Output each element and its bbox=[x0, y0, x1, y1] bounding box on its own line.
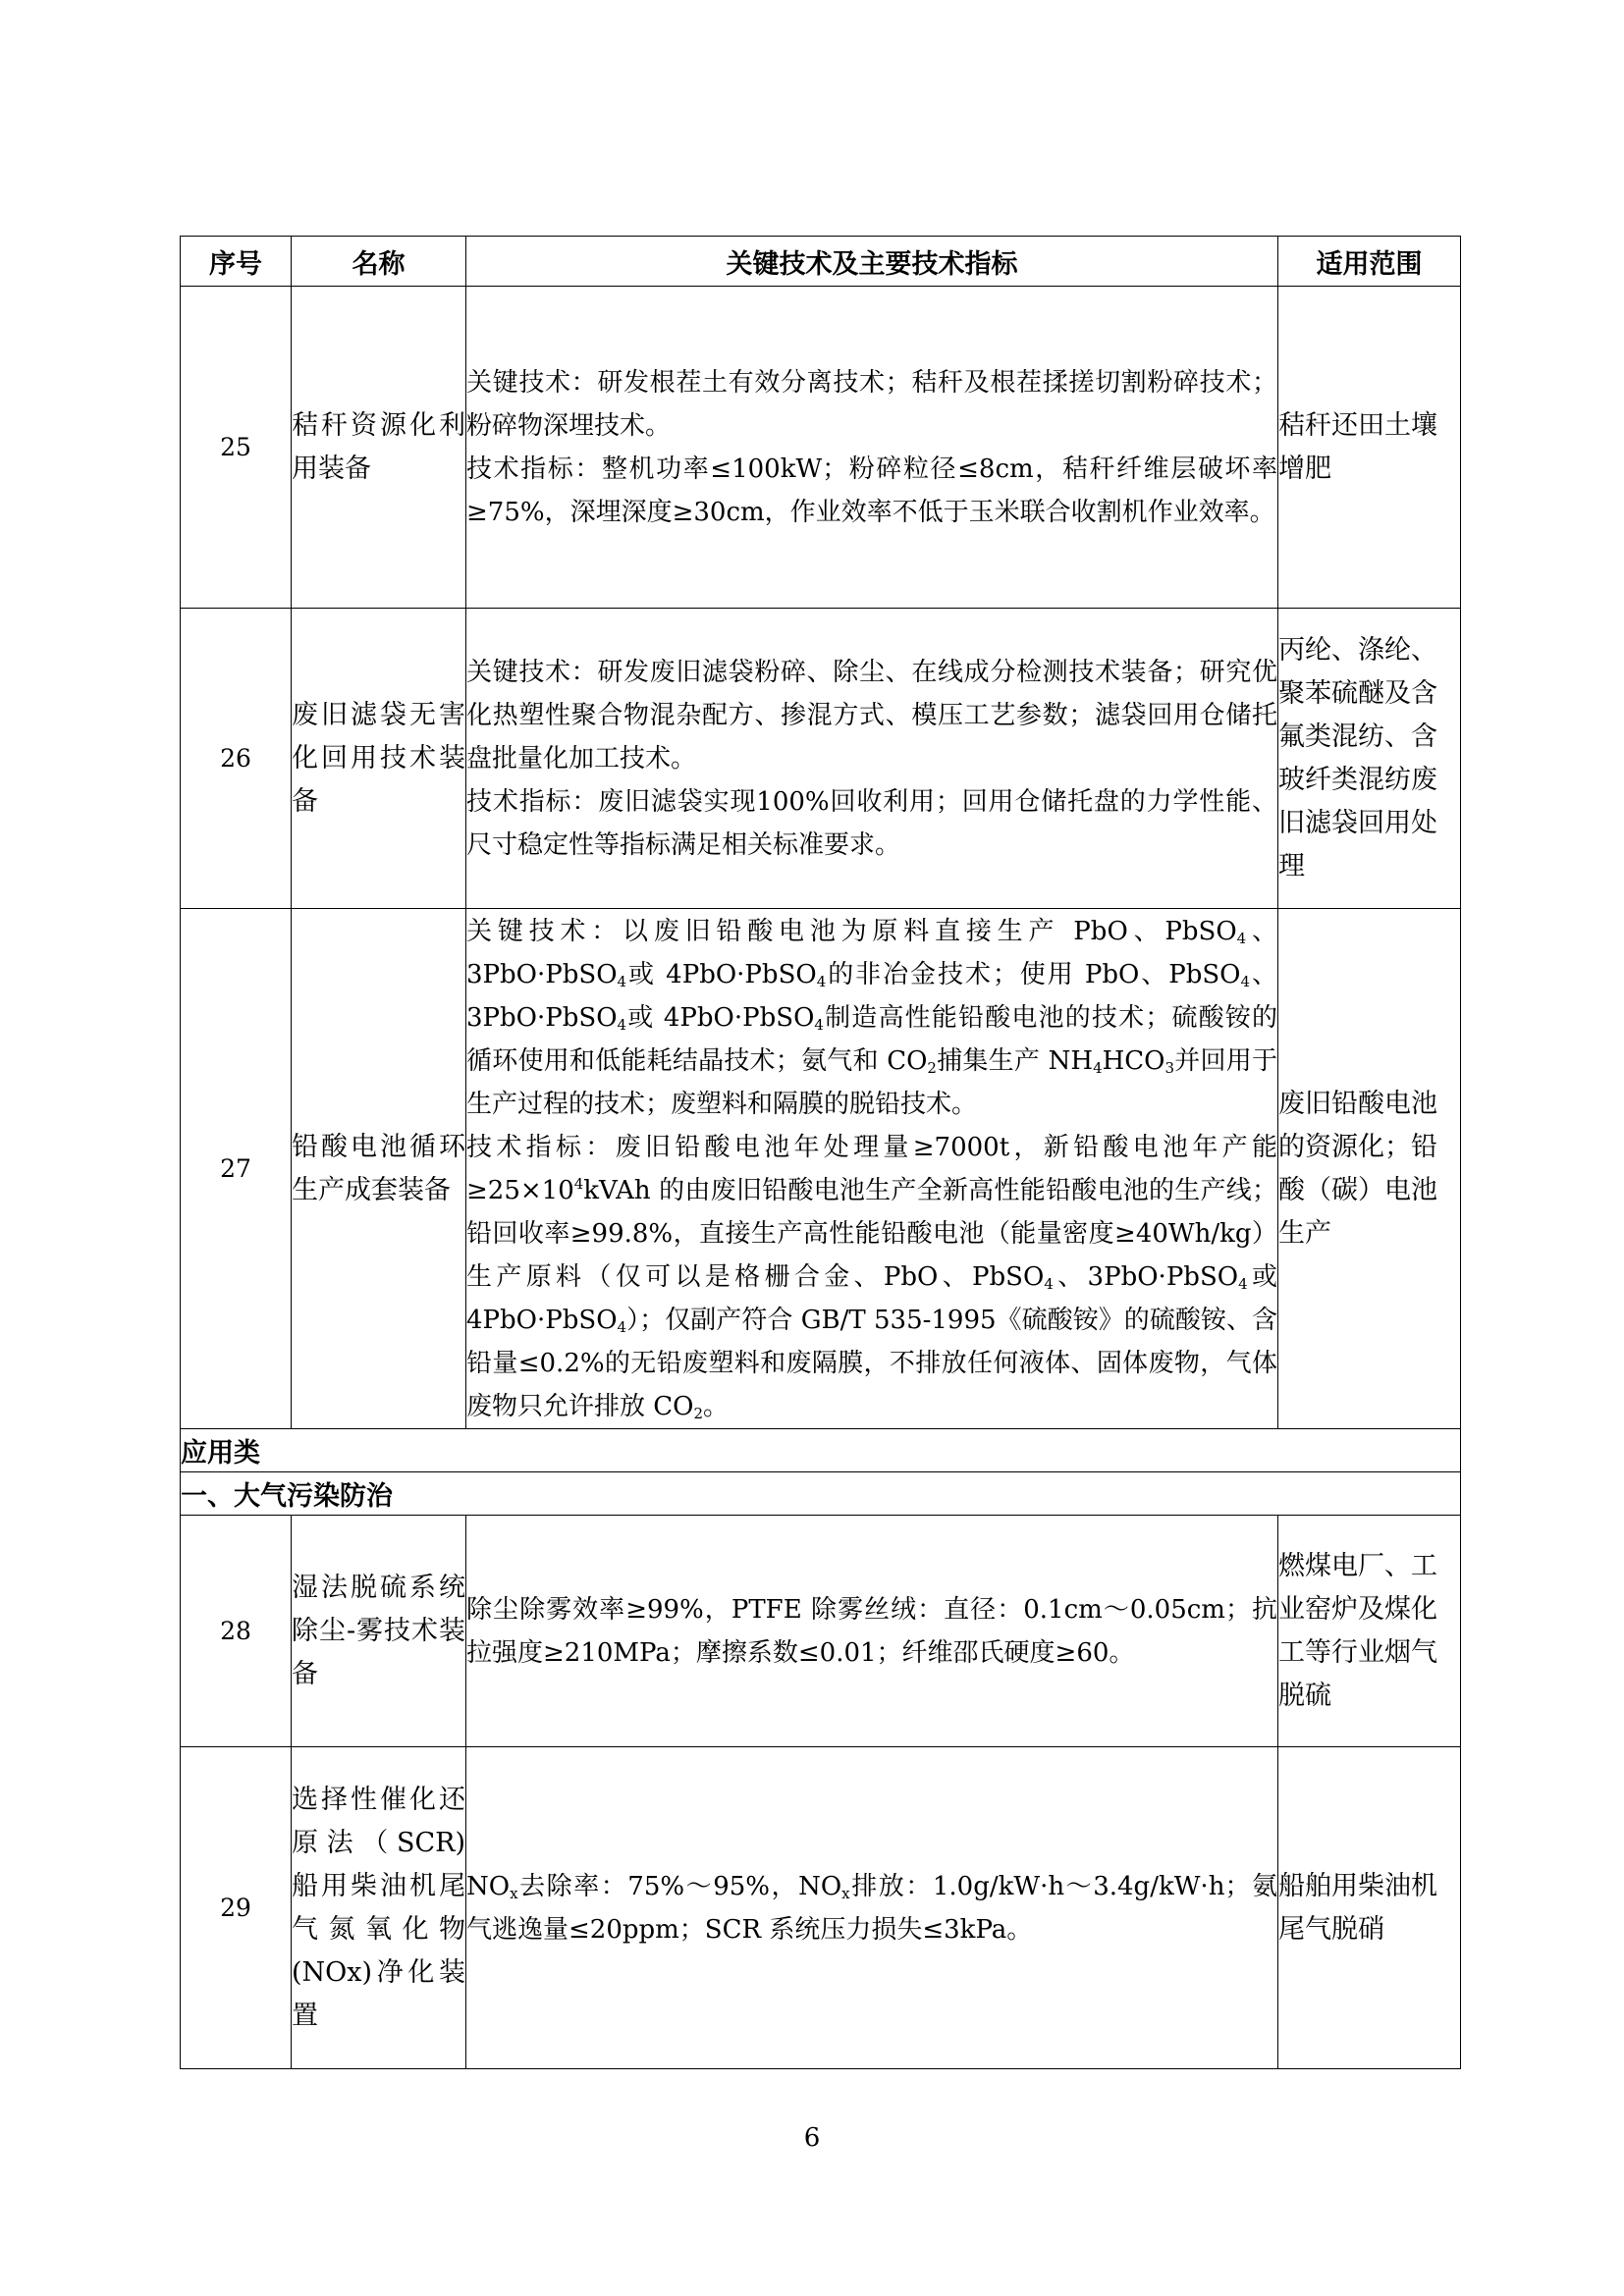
key-tech-text: 关键技术：研发根茬土有效分离技术；秸秆及根茬揉搓切割粉碎技术；粉碎物深埋技术。 bbox=[466, 367, 1277, 441]
row-number: 28 bbox=[181, 1516, 292, 1747]
table-row bbox=[181, 1747, 1461, 2069]
table-row bbox=[181, 287, 1461, 609]
subcategory-row bbox=[181, 1472, 1461, 1516]
category-label: 应用类 bbox=[181, 1429, 1461, 1472]
table-row bbox=[181, 909, 1461, 1429]
table-header-row bbox=[181, 237, 1461, 287]
row-number: 29 bbox=[181, 1747, 292, 2069]
header-scope: 适用范围 bbox=[1278, 237, 1461, 287]
row-tech: $NO_x$去除率：75%～95%，$NO_x$排放：1.0g/kW·h～3.4g/kW·h；氨气逃逸量≤20ppm；SCR 系统压力损失≤3kPa。 bbox=[466, 1747, 1278, 2069]
page-number: 6 bbox=[803, 2123, 821, 2153]
row-scope: 丙纶、涤纶、聚苯硫醚及含氟类混纺、含玻纤类混纺废旧滤袋回用处理 bbox=[1278, 609, 1461, 909]
indicator-text: 技术指标：废旧滤袋实现100%回收利用；回用仓储托盘的力学性能、尺寸稳定性等指标满足相关标准要求。 bbox=[466, 786, 1277, 860]
header-name: 名称 bbox=[292, 237, 466, 287]
row-name: 选择性催化还原法（SCR)船用柴油机尾气氮氧化物(NOx)净化装置 bbox=[292, 1747, 466, 2069]
row-tech: 除尘除雾效率≥99%，PTFE 除雾丝绒：直径：0.1cm～0.05cm；抗拉强度≥210MPa；摩擦系数≤0.01；纤维邵氏硬度≥60。 bbox=[466, 1516, 1278, 1747]
table-row bbox=[181, 609, 1461, 909]
row-name: 铅酸电池循环生产成套装备 bbox=[292, 909, 466, 1429]
row-number: 27 bbox=[181, 909, 292, 1429]
row-scope: 秸秆还田土壤增肥 bbox=[1278, 287, 1461, 609]
row-tech bbox=[466, 909, 1278, 1429]
row-scope: 船舶用柴油机尾气脱硝 bbox=[1278, 1747, 1461, 2069]
technology-table bbox=[180, 236, 1461, 2069]
row-scope: 燃煤电厂、工业窑炉及煤化工等行业烟气脱硫 bbox=[1278, 1516, 1461, 1747]
row-name: 秸秆资源化利用装备 bbox=[292, 287, 466, 609]
indicator-text: 技术指标：整机功率≤100kW；粉碎粒径≤8cm，秸秆纤维层破坏率≥75%，深埋深度≥30cm，作业效率不低于玉米联合收割机作业效率。 bbox=[466, 454, 1277, 527]
header-no: 序号 bbox=[181, 237, 292, 287]
table-row bbox=[181, 1516, 1461, 1747]
row-scope: 废旧铅酸电池的资源化；铅酸（碳）电池生产 bbox=[1278, 909, 1461, 1429]
header-tech: 关键技术及主要技术指标 bbox=[466, 237, 1278, 287]
row-tech bbox=[466, 287, 1278, 609]
row-tech bbox=[466, 609, 1278, 909]
row-name: 湿法脱硫系统除尘-雾技术装备 bbox=[292, 1516, 466, 1747]
subcategory-label: 一、大气污染防治 bbox=[181, 1472, 1461, 1516]
row-name: 废旧滤袋无害化回用技术装备 bbox=[292, 609, 466, 909]
row-number: 25 bbox=[181, 287, 292, 609]
category-row bbox=[181, 1429, 1461, 1472]
key-tech-text: 关键技术：研发废旧滤袋粉碎、除尘、在线成分检测技术装备；研究优化热塑性聚合物混杂配方、掺混方式、模压工艺参数；滤袋回用仓储托盘批量化加工技术。 bbox=[466, 657, 1277, 774]
indicator-text: 技术指标：废旧铅酸电池年处理量≥7000t，新铅酸电池年产能$\ge 25\times 10^4kVAh$ 的由废旧铅酸电池生产全新高性能铅酸电池的生产线；铅回收率≥99.8%，直接生产高性能铅酸电池（能量密度≥40Wh/kg）生产原料（仅可以是格栅合金、PbO、PbSO$_4$、3PbO·PbSO$_4$或 4PbO·PbSO$_4$）；仅副产符合 GB/T 535-1995《硫酸铵》的硫酸铵、含铅量≤0.2%的无铅废塑料和废隔膜，不排放任何液体、固体废物，气体废物只允许排放 $CO_2$。 bbox=[466, 1132, 1277, 1422]
key-tech-text: 关键技术：以废旧铅酸电池为原料直接生产 PbO、PbSO$_4$、3PbO·PbSO$_4$或 4PbO·PbSO$_4$的非冶金技术；使用 PbO、PbSO$_4$、3PbO·PbSO$_4$或 4PbO·PbSO$_4$制造高性能铅酸电池的技术；硫酸铵的循环使用和低能耗结晶技术；氨气和 $CO_2$捕集生产 $NH_4HCO_3$并回用于生产过程的技术；废塑料和隔膜的脱铅技术。 bbox=[466, 916, 1277, 1119]
row-number: 26 bbox=[181, 609, 292, 909]
